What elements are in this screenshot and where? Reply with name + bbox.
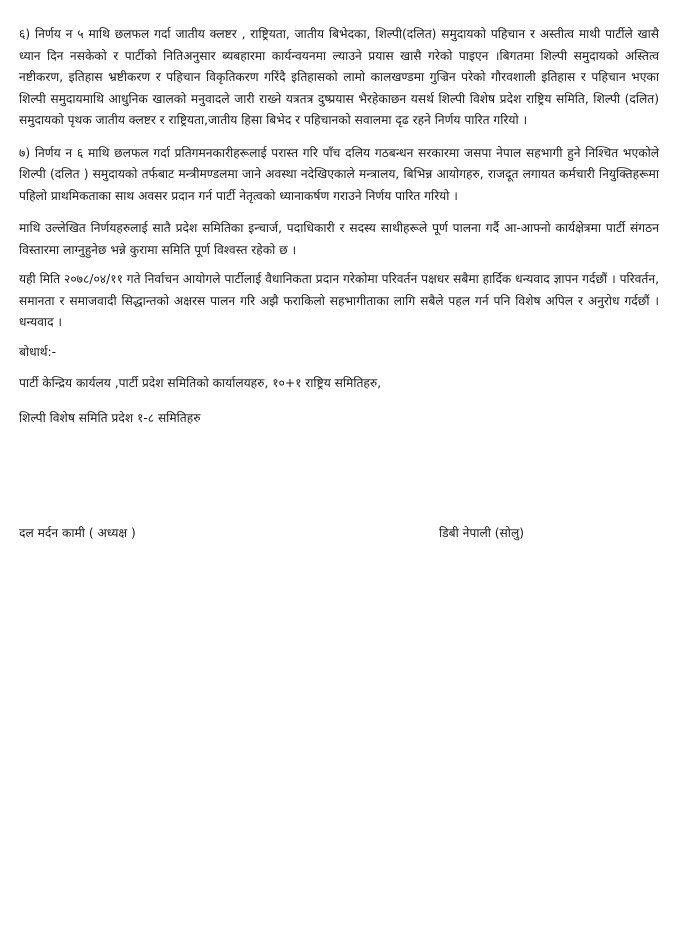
commitment-paragraph: माथि उल्लेखित निर्णयहरुलाई सातै प्रदेश समितिका इन्चार्ज, पदाधिकारी र सदस्य साथीहरूले पूर्ण पालना गर्दै आ-आफ्नो कार्यक्षेत्रमा पार्टी संगठन विस्तारमा लाग्नुहुनेछ भन्ने कुरामा समिति पूर्ण विश्वस्त रहेको छ ।	[19, 221, 659, 257]
decision-paragraph-6: ६) निर्णय न ५ माथि छलफल गर्दा जातीय क्लष्टर , राष्ट्रियता, जातीय बिभेदका, शिल्पी(दलित) समुदायको पहिचान र अस्तीत्व माथी पार्टीले खासै ध्यान दिन नसकेको र पार्टीको नितिअनुसार ब्यबहारमा कार्यन्वयनमा ल्याउने प्रयास खासै गरेको पाइएन ।बिगतमा शिल्पी समुदायको अस्तित्व नष्टीकरण, इतिहास भ्रष्टीकरण र पहिचान विकृतिकरण गरिंदै इतिहासको लामो कालखण्डमा गुज्रिन परेको गौरवशाली इतिहास र पहिचान भएका शिल्पी समुदायमाथि आधुनिक खालको मनुवादले जारी राख्ने यत्रतत्र दुष्प्रयास भैरहेकाछन यसर्थ शिल्पी विशेष प्रदेश राष्ट्रिय समिति, शिल्पी (दलित) समुदायको पृथक जातीय क्लष्टर र राष्ट्रियता,जातीय हिसा बिभेद र पहिचानको सवालमा दृढ रहने निर्णय पारित गरियो ।	[19, 27, 659, 127]
signatory-left: दल मर्दन कामी ( अध्यक्ष )	[19, 526, 136, 540]
decision-paragraph-7: ७) निर्णय न ६ माथि छलफल गर्दा प्रतिगमनकारीहरूलाई परास्त गरि पाँच दलिय गठबन्धन सरकारमा जसपा नेपाल सहभागी हुने निश्चित भएकोले शिल्पी (दलित ) समुदायको तर्फबाट मन्त्रीमण्डलमा जाने अवस्था नदेखिएकाले मन्त्रालय, बिभिन्न आयोगहरु, राजदूत लगायत कर्मचारी नियुक्तिहरूमा पहिलो प्राथमिकताका साथ अवसर प्रदान गर्न पार्टी नेतृत्वको ध्यानाकर्षण गराउने निर्णय पारित गरियो ।	[19, 145, 659, 203]
thanks-paragraph: यही मिति २०७८/०४/११ गते निर्वाचन आयोगले पार्टीलाई वैधानिकता प्रदान गरेकोमा परिवर्तन पक्षधर सबैमा हार्दिक धन्यवाद ज्ञापन गर्दछौं । परिवर्तन, समानता र समाजवादी सिद्धान्तको अक्षरस पालन गरि अझै फराकिलो सहभागीताका लागि सबैले पहल गर्न पनि विशेष अपिल र अनुरोध गर्दछौं । धन्यवाद ।	[19, 272, 659, 329]
document-body	[19, 24, 659, 442]
cc-line-2: शिल्पी विशेष समिति प्रदेश १-८ समितिहरु	[19, 410, 201, 425]
cc-line-1: पार्टी केन्द्रिय कार्यलय ,पार्टी प्रदेश समितिको कार्यालयहरु, १०+१ राष्ट्रिय समितिहरु,	[19, 376, 382, 390]
signatory-right: डिबी नेपाली (सोलु)	[439, 526, 524, 540]
signature-block	[19, 522, 659, 546]
bodhartha-label: बोधार्थ:-	[19, 344, 57, 359]
